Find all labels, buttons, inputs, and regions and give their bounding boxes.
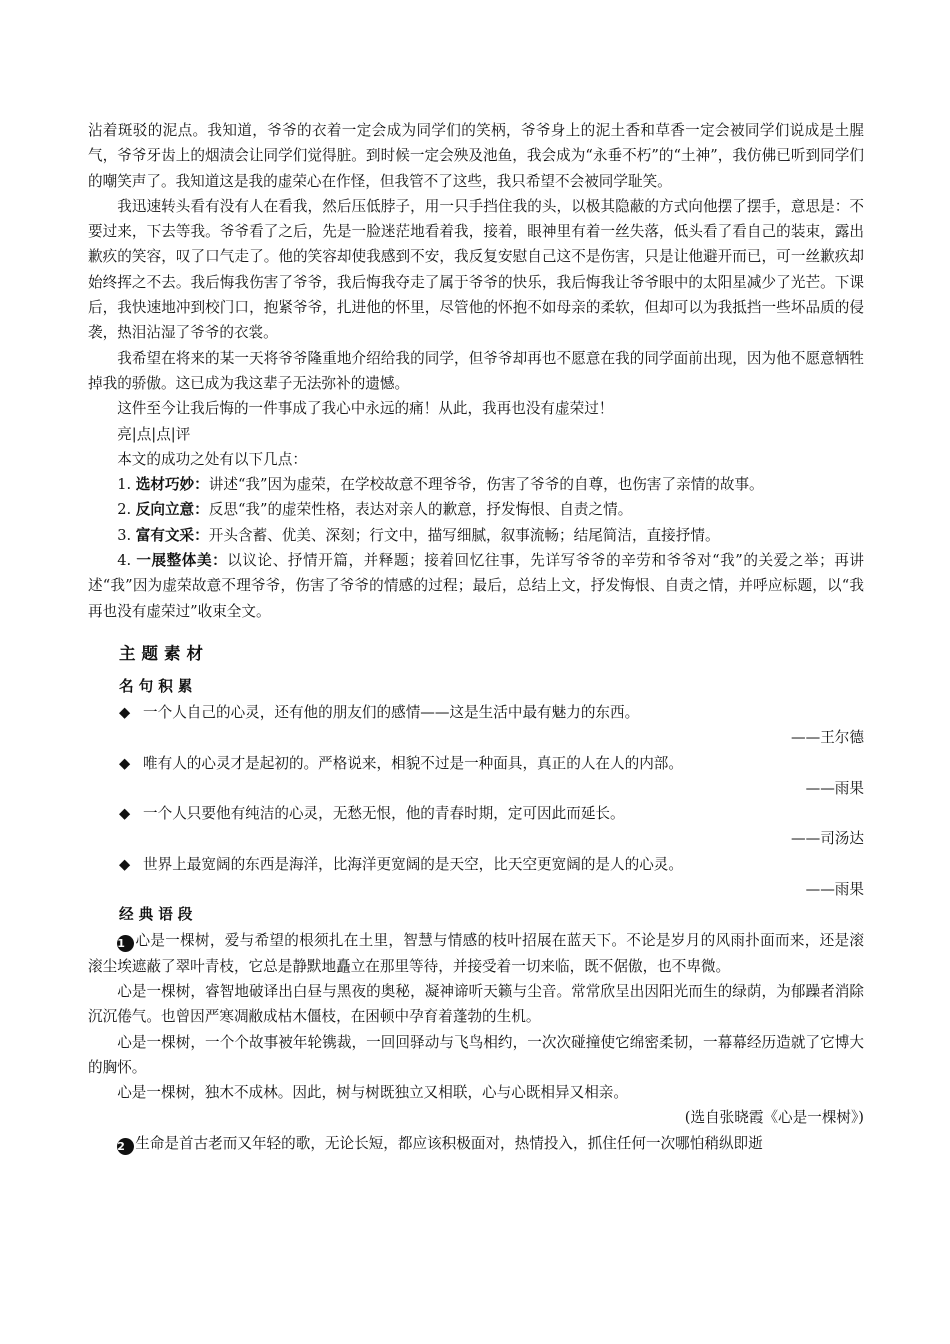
point-text: 讲述“我”因为虚荣，在学校故意不理爷爷，伤害了爷爷的自尊，也伤害了亲情的故事。 [208,476,764,494]
comment-point [88,523,864,548]
passage-text: 生命是首古老而又年轻的歌，无论长短，都应该积极面对，热情投入，抓住任何一次哪怕稍纵即逝 [135,1134,763,1152]
diamond-bullet-icon: ◆ [119,754,131,772]
quote-text: 唯有人的心灵才是起初的。严格说来，相貌不过是一种面具，真正的人在人的内部。 [143,754,683,772]
quote-author: ——雨果 [805,881,864,899]
section-title: 主题素材 [119,643,209,663]
passage-text: 心是一棵树，爱与希望的根须扎在土里，智慧与情感的枝叶招展在蓝天下。不论是岁月的风雨扑面而来，还是滚滚尘埃遮蔽了翠叶青枝，它总是静默地矗立在那里等待，并接受着一切来临，既不倨傲，也不卑微。 [88,932,864,975]
point-label: 一展整体美： [136,552,228,570]
point-text: 以议论、抒情开篇，并释题；接着回忆往事，先详写爷爷的辛劳和爷爷对“我”的关爱之举；再讲述“我”因为虚荣故意不理爷爷，伤害了爷爷的情感的过程；最后，总结上文，抒发悔恨、自责之情，并呼应标题，以“我再也没有虚荣过”收束全文。 [88,552,864,620]
point-text: 反思“我”的虚荣性格，表达对亲人的歉意，抒发悔恨、自责之情。 [208,501,633,519]
quote-author: ——雨果 [805,779,864,797]
quote-item [88,700,864,725]
subsection-title: 经典语段 [119,906,198,924]
subsection-title: 名句积累 [119,677,198,695]
comment-heading: 亮|点|点|评 [117,425,191,443]
point-number: 1. [117,476,132,494]
point-number: 4. [117,552,132,570]
circled-number-icon: 2 [117,1138,134,1155]
quote-item [88,801,864,826]
story-paragraph: 沾着斑驳的泥点。我知道，爷爷的衣着一定会成为同学们的笑柄，爷爷身上的泥土香和草香一定会被同学们说成是土腥气，爷爷牙齿上的烟渍会让同学们觉得脏。到时候一定会殃及池鱼，我会成为“永垂不朽”的“土神”，我仿佛已听到同学们的嘲笑声了。我知道这是我的虚荣心在作怪，但我管不了这些，我只希望不会被同学耻笑。 [88,122,864,190]
passage-paragraph [88,928,864,979]
passage-paragraph: 心是一棵树，独木不成林。因此，树与树既独立又相联，心与心既相异又相亲。 [117,1084,628,1102]
point-text: 开头含蓄、优美、深刻；行文中，描写细腻，叙事流畅；结尾简洁，直接抒情。 [208,526,720,544]
comment-point [88,497,864,522]
document-page [88,118,864,1156]
point-label: 选材巧妙： [135,476,209,494]
quote-author: ——司汤达 [791,830,864,848]
passage-source: (选自张晓霞《心是一棵树》) [684,1109,864,1127]
quote-text: 一个人自己的心灵，还有他的朋友们的感情——这是生活中最有魅力的东西。 [143,703,640,721]
comment-point [88,472,864,497]
diamond-bullet-icon: ◆ [119,805,131,823]
circled-number-icon: 1 [117,935,134,952]
comment-point [88,548,864,624]
story-paragraph: 这件至今让我后悔的一件事成了我心中永远的痛！从此，我再也没有虚荣过！ [117,400,614,418]
story-paragraph: 我迅速转头看有没有人在看我，然后压低脖子，用一只手挡住我的头，以极其隐蔽的方式向他摆了摆手，意思是：不要过来，下去等我。爷爷看了之后，先是一脸迷茫地看着我，接着，眼神里有着一丝失落，低头看了看自己的装束，露出歉疚的笑容，叹了口气走了。他的笑容却使我感到不安，我反复安慰自己这不是伤害，只是让他避开而已，可一丝歉疚却始终挥之不去。我后悔我伤害了爷爷，我后悔我夺走了属于爷爷的快乐，我后悔我让爷爷眼中的太阳星减少了光芒。下课后，我快速地冲到校门口，抱紧爷爷，扎进他的怀里，尽管他的怀抱不如母亲的柔软，但却可以为我抵挡一些坏品质的侵袭，热泪沾湿了爷爷的衣裳。 [88,197,864,342]
point-number: 2. [117,501,132,519]
passage-paragraph: 心是一棵树，一个个故事被年轮镌裁，一回回驿动与飞鸟相约，一次次碰撞使它绵密柔韧，一幕幕经历造就了它博大的胸怀。 [88,1033,864,1076]
quote-item [88,852,864,877]
point-label: 富有文采： [135,526,209,544]
diamond-bullet-icon: ◆ [119,855,131,873]
quote-text: 一个人只要他有纯洁的心灵，无愁无恨，他的青春时期，定可因此而延长。 [143,805,625,823]
point-label: 反向立意： [135,501,209,519]
passage-paragraph: 心是一棵树，睿智地破译出白昼与黑夜的奥秘，凝神谛听天籁与尘音。常常欣呈出因阳光而生的绿荫，为郁躁者消除沉沉倦气。也曾因严寒凋敝成枯木僵枝，在困顿中孕育着蓬勃的生机。 [88,982,864,1026]
quote-item [88,751,864,776]
diamond-bullet-icon: ◆ [119,703,131,721]
point-number: 3. [117,526,132,544]
story-paragraph: 我希望在将来的某一天将爷爷隆重地介绍给我的同学，但爷爷却再也不愿意在我的同学面前出现，因为他不愿意牺牲掉我的骄傲。这已成为我这辈子无法弥补的遗憾。 [88,349,864,392]
passage-paragraph [88,1131,864,1156]
comment-intro: 本文的成功之处有以下几点： [117,450,307,468]
quote-author: ——王尔德 [791,729,864,747]
quote-text: 世界上最宽阔的东西是海洋，比海洋更宽阔的是天空，比天空更宽阔的是人的心灵。 [143,855,683,873]
